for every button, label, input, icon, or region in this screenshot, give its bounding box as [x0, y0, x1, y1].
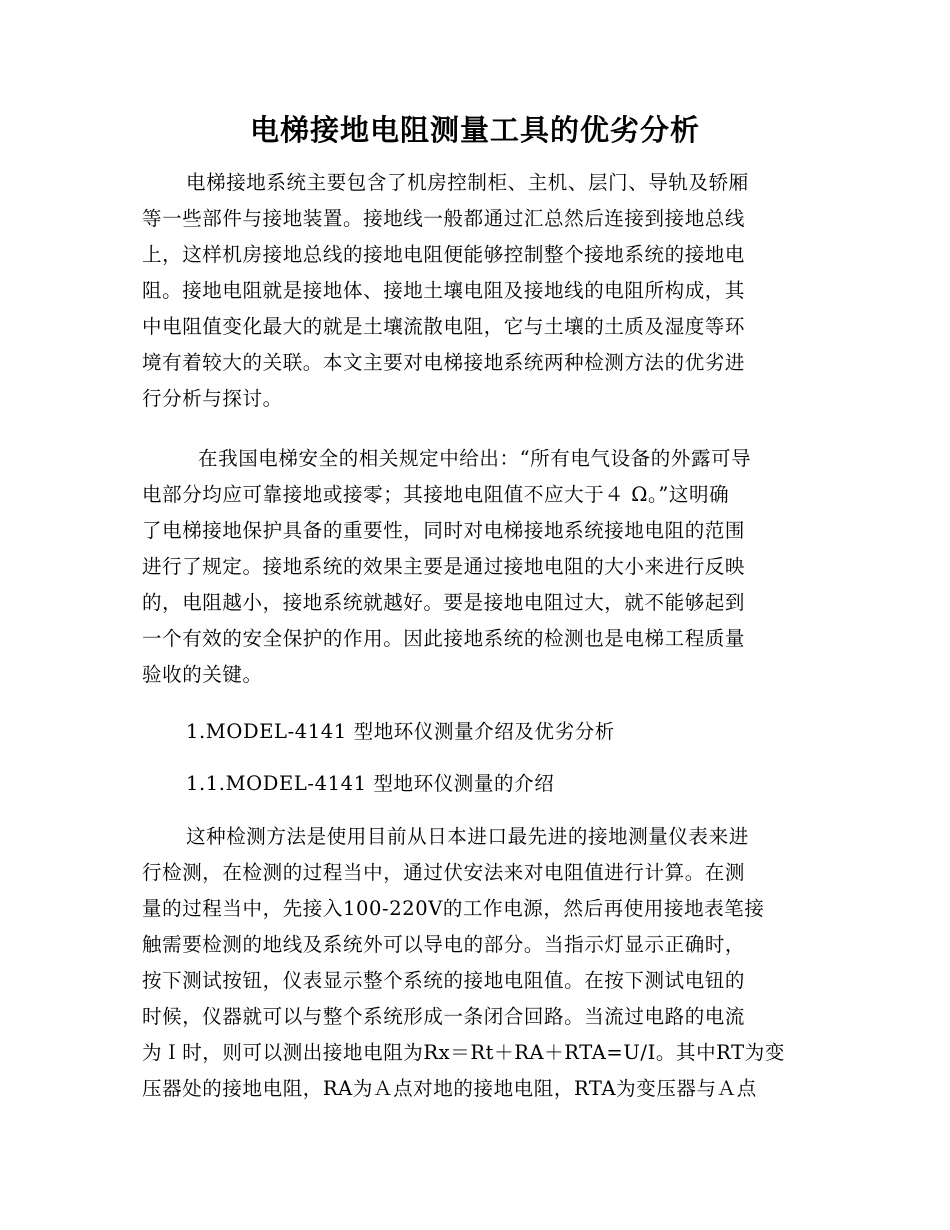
- subsection-heading: 1.1.MODEL-4141 型地环仪测量的介绍: [186, 772, 555, 795]
- text-line: 触需要检测的地线及系统外可以导电的部分。当指示灯显示正确时，: [142, 933, 746, 956]
- text-line: 这种检测方法是使用目前从日本进口最先进的接地测量仪表来进: [186, 825, 749, 848]
- text-line: 时候，仪器就可以与整个系统形成一条闭合回路。当流过电路的电流: [142, 1005, 746, 1028]
- text-line: 压器处的接地电阻，RA为Ａ点对地的接地电阻，RTA为变压器与Ａ点: [142, 1077, 757, 1100]
- text-line: 行检测，在检测的过程当中，通过伏安法来对电阻值进行计算。在测: [142, 861, 746, 884]
- text-line: 电梯接地系统主要包含了机房控制柜、主机、层门、导轨及轿厢: [186, 171, 749, 194]
- text-line: 验收的关键。: [142, 663, 263, 686]
- text-line: 一个有效的安全保护的作用。因此接地系统的检测也是电梯工程质量: [142, 627, 746, 650]
- paragraph-regulation: [142, 441, 807, 693]
- text-line: 了电梯接地保护具备的重要性，同时对电梯接地系统接地电阻的范围: [142, 519, 746, 542]
- text-line: 的，电阻越小，接地系统就越好。要是接地电阻过大，就不能够起到: [142, 591, 746, 614]
- text-line: 在我国电梯安全的相关规定中给出：“所有电气设备的外露可导: [198, 447, 752, 470]
- text-line: 中电阻值变化最大的就是土壤流散电阻，它与土壤的土质及湿度等环: [142, 315, 746, 338]
- document-title: 电梯接地电阻测量工具的优劣分析: [249, 113, 700, 147]
- text-line: 上，这样机房接地总线的接地电阻便能够控制整个接地系统的接地电: [142, 243, 746, 266]
- text-line: 按下测试按钮，仪表显示整个系统的接地电阻值。在按下测试电钮的: [142, 969, 746, 992]
- text-line: 量的过程当中，先接入100-220V的工作电源，然后再使用接地表笔接: [142, 897, 765, 920]
- section-heading: 1.MODEL-4141 型地环仪测量介绍及优劣分析: [186, 720, 615, 743]
- text-line: 境有着较大的关联。本文主要对电梯接地系统两种检测方法的优劣进: [142, 351, 746, 374]
- text-line: 为Ｉ时，则可以测出接地电阻为Rx＝Rt＋RA＋RTA=U/I。其中RT为变: [142, 1041, 785, 1064]
- paragraph-method: [142, 819, 807, 1107]
- text-line: 等一些部件与接地装置。接地线一般都通过汇总然后连接到接地总线: [142, 207, 746, 230]
- text-line: 行分析与探讨。: [142, 387, 283, 410]
- text-line: 阻。接地电阻就是接地体、接地土壤电阻及接地线的电阻所构成，其: [142, 279, 746, 302]
- text-line: 进行了规定。接地系统的效果主要是通过接地电阻的大小来进行反映: [142, 555, 746, 578]
- text-line: 电部分均应可靠接地或接零；其接地电阻值不应大于４ Ω。”这明确: [142, 483, 730, 506]
- paragraph-intro: [142, 165, 807, 417]
